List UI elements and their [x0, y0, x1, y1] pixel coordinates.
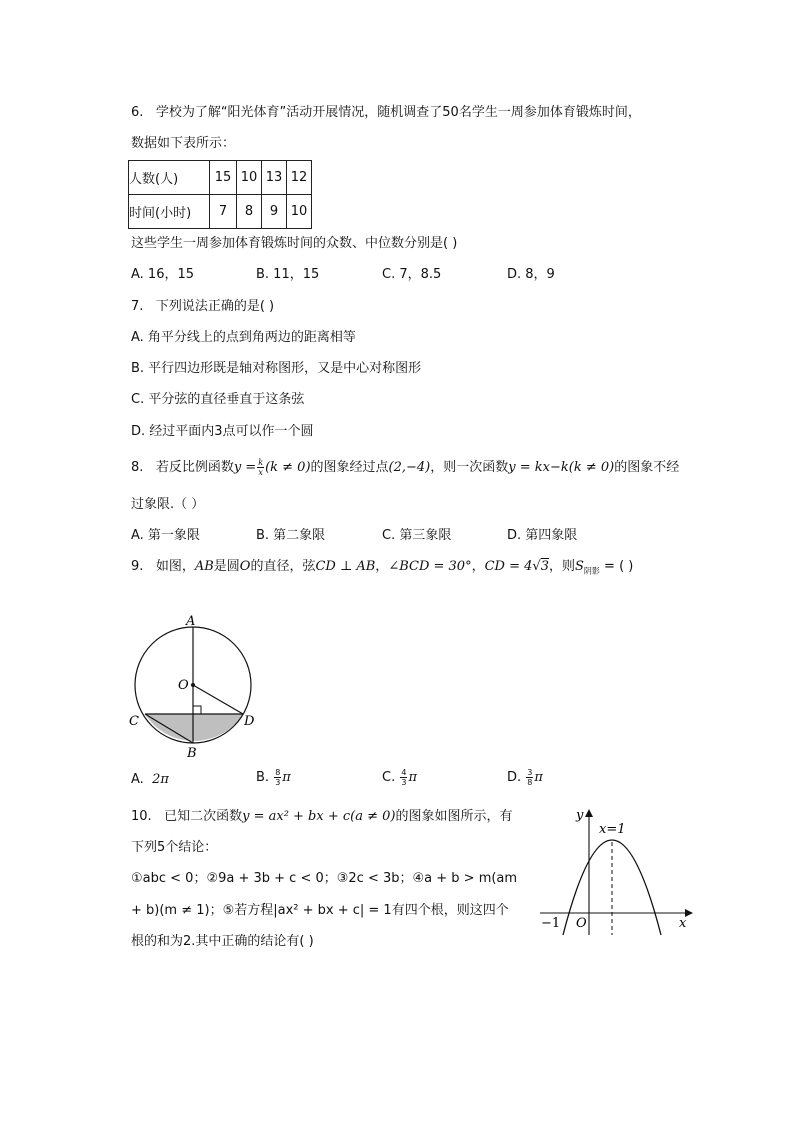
- table-cell: 8: [237, 195, 262, 229]
- table-cell: 10: [237, 161, 262, 195]
- shaded-segment: [145, 714, 243, 741]
- table-cell: 13: [262, 161, 287, 195]
- q9-stem: 9. 如图，AB是圆O的直径，弦CD ⊥ AB，∠BCD = 30°，CD = 4√3，则$S_{阴影}$ = ( ): [131, 559, 634, 576]
- q9-option-b[interactable]: B. $\frac{8}{3}$ π: [256, 768, 291, 787]
- q6-option-b[interactable]: B. 11，15: [256, 267, 320, 282]
- q8-line-1: 8. 若反比例函数y = $\frac{k}{x}$ (k ≠ 0)的图象经过点(2,−4)，则一次函数y = kx−k(k ≠ 0)的图象不经: [131, 458, 680, 477]
- q10-line-3: ①abc < 0；②9a + 3b + c < 0；③2c < 3b；④a + b > m(am: [131, 871, 518, 886]
- q6-line-1: 6. 学校为了解“阳光体育”活动开展情况，随机调查了50名学生一周参加体育锻炼时间，: [131, 105, 641, 120]
- q10-line-1: 10. 已知二次函数y = ax² + bx + c(a ≠ 0)的图象如图所示，有: [131, 809, 513, 824]
- q6-question: 这些学生一周参加体育锻炼时间的众数、中位数分别是( ): [131, 236, 458, 251]
- label-c: C: [129, 714, 139, 729]
- q8-line-2: 过象限.（ ）: [131, 497, 205, 512]
- table-cell: 7: [210, 195, 237, 229]
- q10-line-5: 根的和为2.其中正确的结论有( ): [131, 934, 314, 949]
- parabola-graph: [535, 805, 695, 940]
- label-d: D: [244, 714, 255, 729]
- label-o: O: [178, 678, 189, 693]
- table-cell: 人数(人): [129, 161, 210, 195]
- q7-option-c[interactable]: C. 平分弦的直径垂直于这条弦: [131, 392, 305, 407]
- table-cell: 10: [287, 195, 312, 229]
- q9-option-c[interactable]: C. $\frac{4}{3}$ π: [382, 768, 417, 787]
- label-x-eq-1: x=1: [599, 822, 626, 837]
- table-cell: 时间(小时): [129, 195, 210, 229]
- q8-option-c[interactable]: C. 第三象限: [382, 528, 452, 543]
- q9-option-d[interactable]: D. $\frac{3}{8}$ π: [507, 768, 543, 787]
- label-y: y: [576, 808, 584, 823]
- table-row: [129, 161, 312, 195]
- y-axis-arrow: [585, 809, 593, 817]
- q6-data-table: [128, 160, 312, 229]
- q7-option-b[interactable]: B. 平行四边形既是轴对称图形，又是中心对称图形: [131, 361, 422, 376]
- center-point: [191, 683, 195, 687]
- q8-option-a[interactable]: A. 第一象限: [131, 528, 200, 543]
- label-origin: O: [576, 916, 587, 931]
- table-row: [129, 195, 312, 229]
- q10-line-2: 下列5个结论：: [131, 840, 218, 855]
- q9-option-a[interactable]: A. 2π: [131, 772, 169, 787]
- q8-option-b[interactable]: B. 第二象限: [256, 528, 326, 543]
- label-a: A: [186, 614, 196, 629]
- circle-figure: [120, 605, 270, 765]
- q8-option-d[interactable]: D. 第四象限: [507, 528, 578, 543]
- q6-option-d[interactable]: D. 8，9: [507, 267, 555, 282]
- table-cell: 12: [287, 161, 312, 195]
- label-neg-one: −1: [541, 916, 561, 931]
- q10-line-4: + b)(m ≠ 1)；⑤若方程|ax² + bx + c| = 1有四个根，则这四个: [131, 903, 509, 918]
- q6-line-2: 数据如下表所示：: [131, 136, 236, 151]
- q8-fraction: $\frac{k}{x}$: [258, 458, 264, 477]
- label-x: x: [679, 916, 687, 931]
- q7-option-d[interactable]: D. 经过平面内3点可以作一个圆: [131, 424, 314, 439]
- table-cell: 15: [210, 161, 237, 195]
- table-cell: 9: [262, 195, 287, 229]
- q6-option-c[interactable]: C. 7，8.5: [382, 267, 442, 282]
- q6-option-a[interactable]: A. 16，15: [131, 267, 195, 282]
- right-angle-mark: [193, 706, 201, 714]
- label-b: B: [187, 746, 197, 761]
- q7-stem: 7. 下列说法正确的是( ): [131, 299, 275, 314]
- q7-option-a[interactable]: A. 角平分线上的点到角两边的距离相等: [131, 330, 356, 345]
